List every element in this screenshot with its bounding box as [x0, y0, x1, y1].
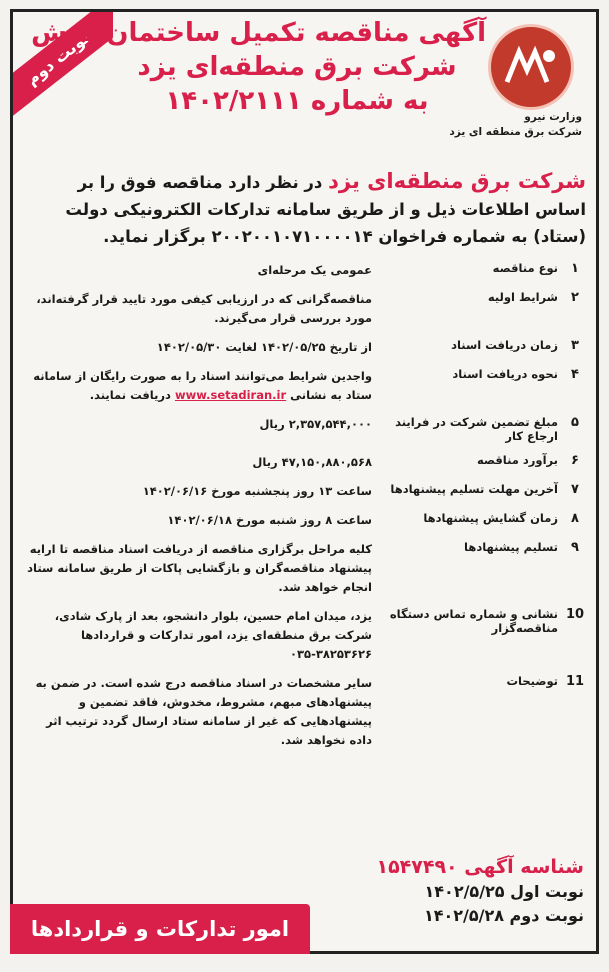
item-value: مناقصه‌گرانی که در ارزیابی کیفی مورد تایید قرار گرفته‌اند، مورد بررسی قرار می‌گیرند. — [36, 292, 372, 325]
company-name-small: شرکت برق منطقه ای یزد — [449, 126, 582, 138]
title-line-1: آگهی مناقصه تکمیل ساختمان پایش — [31, 18, 486, 48]
item-value: سایر مشخصات در اسناد مناقصه درج شده است. در ضمن به پیشنهادهای مبهم، مشروط، مخدوش، فاقد تضمین و پیشنهادهایی که غیر از سامانه ستاد ارسال گردد ترتیب اثر داده نخواهد شد. — [35, 676, 372, 747]
item-label: برآورد مناقصه — [476, 453, 558, 467]
first-turn: نوبت اول ۱۴۰۲/۵/۲۵ — [424, 882, 584, 901]
notice-header — [13, 12, 596, 162]
table-row — [23, 602, 589, 669]
logo-caption — [432, 110, 582, 140]
ad-info — [376, 854, 584, 928]
table-row — [23, 333, 589, 362]
item-value: یزد، میدان امام حسین، بلوار دانشجو، بعد از پارک شادی، شرکت برق منطقه‌ای یزد، امور تدارکات و قراردادها ۳۸۲۵۳۶۲۶-۰۳۵ — [54, 609, 372, 661]
item-number: ۳ — [571, 338, 579, 353]
table-row — [23, 669, 589, 755]
item-label: شرایط اولیه — [487, 290, 558, 304]
item-value — [23, 362, 375, 410]
table-row — [23, 410, 589, 448]
intro-text: در نظر دارد مناقصه فوق را بر اساس اطلاعات ذیل و از طریق سامانه تدارکات الکترونیکی دولت (ستاد) به شماره فراخوان ۲۰۰۲۰۰۱۰۷۱۰۰۰۰۱۴ برگزار نماید. — [65, 173, 586, 246]
item-label: نحوه دریافت اسناد — [452, 367, 558, 381]
item-label: زمان گشایش پیشنهادها — [423, 511, 558, 525]
item-value-text: واجدین شرایط می‌توانند اسناد را به صورت رایگان از سامانه ستاد به نشانی — [33, 369, 372, 402]
tender-notice — [10, 9, 599, 954]
item-number: ۲ — [571, 290, 579, 305]
table-row — [23, 448, 589, 477]
item-value: کلیه مراحل برگزاری مناقصه از دریافت اسناد مناقصه تا ارایه پیشنهاد مناقصه‌گران و بازگشایی پاکات از طریق سامانه ستاد انجام خواهد شد. — [27, 542, 372, 594]
setad-link[interactable]: www.setadiran.ir — [174, 388, 287, 402]
item-number: 10 — [565, 607, 585, 622]
table-row — [23, 535, 589, 602]
item-value-after: دریافت نمایند. — [89, 388, 171, 402]
item-number: ۴ — [571, 367, 579, 382]
table-row — [23, 285, 589, 333]
item-label: نوع مناقصه — [492, 261, 558, 275]
item-number: ۸ — [571, 511, 579, 526]
item-value: عمومی یک مرحله‌ای — [257, 263, 372, 277]
item-value: ۴۷,۱۵۰,۸۸۰,۵۶۸ ریال — [252, 455, 372, 469]
department-banner: امور تدارکات و قراردادها — [10, 904, 310, 954]
second-turn: نوبت دوم ۱۴۰۲/۵/۲۸ — [423, 906, 584, 925]
item-value: ۲,۳۵۷,۵۴۴,۰۰۰ ریال — [259, 417, 372, 431]
ad-id: شناسه آگهی ۱۵۴۷۴۹۰ — [376, 856, 584, 878]
ministry-name: وزارت نیرو — [524, 111, 582, 123]
table-row — [23, 477, 589, 506]
item-label: تسلیم پیشنهادها — [464, 540, 558, 554]
item-label: توضیحات — [506, 674, 558, 688]
item-value: از تاریخ ۱۴۰۲/۰۵/۲۵ لغایت ۱۴۰۲/۰۵/۳۰ — [156, 340, 372, 354]
item-number: ۱ — [571, 261, 579, 276]
title-line-2: شرکت برق منطقه‌ای یزد — [137, 52, 457, 82]
item-label: نشانی و شماره تماس دستگاه مناقصه‌گزار — [389, 607, 558, 635]
tender-details-table — [23, 256, 589, 755]
item-number: ۵ — [571, 415, 579, 430]
logo-mark-icon — [501, 42, 561, 92]
item-number: ۹ — [571, 540, 579, 555]
item-number: ۶ — [571, 453, 579, 468]
item-number: 11 — [565, 674, 585, 689]
intro-paragraph — [13, 164, 596, 250]
table-row — [23, 362, 589, 410]
item-label: زمان دریافت اسناد — [451, 338, 558, 352]
company-logo-icon — [488, 24, 574, 110]
table-row — [23, 506, 589, 535]
item-value: ساعت ۱۳ روز پنجشنبه مورخ ۱۴۰۲/۰۶/۱۶ — [142, 484, 372, 498]
intro-company: شرکت برق منطقه‌ای یزد — [328, 169, 586, 193]
item-label: مبلغ تضمین شرکت در فرایند ارجاع کار — [395, 415, 558, 443]
turn-badge-label: نوبت دوم — [13, 12, 113, 119]
item-number: ۷ — [571, 482, 579, 497]
title-line-3: به شماره ۱۴۰۲/۲۱۱۱ — [165, 86, 429, 116]
table-row — [23, 256, 589, 285]
item-value: ساعت ۸ روز شنبه مورخ ۱۴۰۲/۰۶/۱۸ — [167, 513, 372, 527]
item-label: آخرین مهلت تسلیم پیشنهادها — [390, 482, 558, 496]
